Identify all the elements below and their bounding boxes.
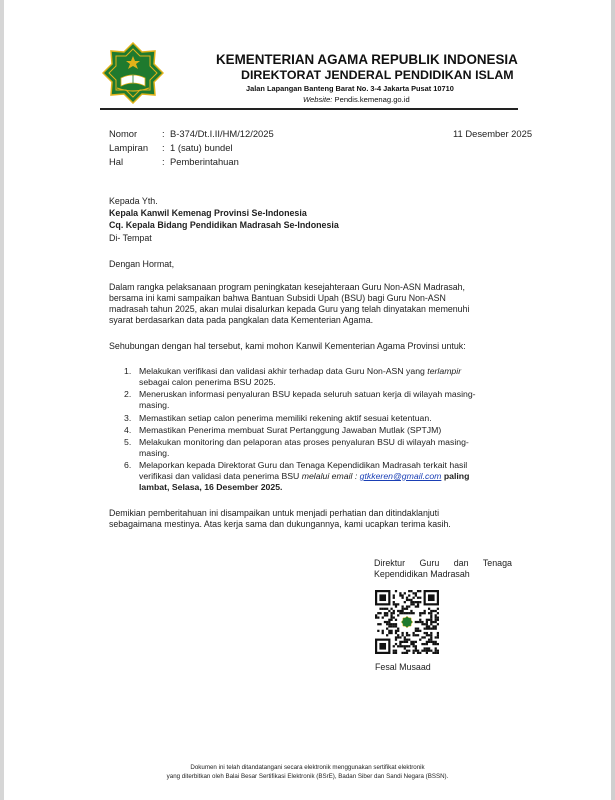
list-item-text: Melakukan verifikasi dan validasi akhir terhadap data Guru Non-ASN yang xyxy=(139,366,428,376)
list-item-emphasis: melalui email : xyxy=(301,470,360,481)
signatory-name: Fesal Musaad xyxy=(375,662,431,672)
paragraph-closing xyxy=(109,508,521,530)
page-edge-right xyxy=(611,0,615,800)
list-item-number: 3. xyxy=(124,413,132,423)
signatory-title-line: Direktur Guru dan Tenaga xyxy=(374,558,512,568)
list-item-number: 2. xyxy=(124,389,132,399)
list-item-text: masing. xyxy=(139,399,170,410)
list-item-text: masing. xyxy=(139,447,170,458)
meta-lampiran xyxy=(109,142,233,153)
kemenag-emblem-icon xyxy=(102,42,164,104)
lampiran-label: Lampiran xyxy=(109,142,149,153)
header-website xyxy=(303,95,410,104)
list-item-text: Memastikan Penerima membuat Surat Pertanggung Jawaban Mutlak (SPTJM) xyxy=(139,425,442,435)
recipient-line2: Cq. Kepala Bidang Pendidikan Madrasah Se-Indonesia xyxy=(109,220,339,230)
footer-line2: yang diterbitkan oleh Balai Besar Sertifikasi Elektronik (BSrE), Badan Siber dan Sandi Negara (BSSN). xyxy=(166,773,449,780)
nomor-separator: : xyxy=(162,128,165,139)
signatory-title xyxy=(374,558,522,580)
list-item-text: Memastikan setiap calon penerima memiliki rekening aktif sesuai ketentuan. xyxy=(139,413,432,423)
list-item-emphasis: terlampir xyxy=(427,366,462,376)
intro-line: Dalam rangka pelaksanaan program peningkatan kesejahteraan Guru Non-ASN Madrasah, xyxy=(109,282,465,292)
list-item-text: sebagai calon penerima BSU 2025. xyxy=(139,376,276,387)
meta-hal xyxy=(109,156,239,167)
list-item-number: 5. xyxy=(124,437,132,447)
hal-label: Hal xyxy=(109,156,124,167)
intro-line: madrasah tahun 2025, akan mulai disalurkan kepada Guru yang telah dinyatakan memenuhi xyxy=(109,304,470,314)
list-item-number: 4. xyxy=(124,425,132,435)
hal-separator: : xyxy=(162,156,165,167)
recipient-line3: Di- Tempat xyxy=(109,233,152,243)
header-ministry: KEMENTERIAN AGAMA REPUBLIK INDONESIA xyxy=(216,52,518,67)
paragraph-intro xyxy=(109,282,520,326)
list-item-text: Melaporkan kepada Direktorat Guru dan Tenaga Kependidikan Madrasah terkait hasil xyxy=(139,460,468,470)
header-divider xyxy=(100,108,518,110)
nomor-value: B-374/Dt.I.II/HM/12/2025 xyxy=(170,128,274,139)
list-item-text: Meneruskan informasi penyaluran BSU kepada seluruh satuan kerja di wilayah masing- xyxy=(139,389,476,399)
lampiran-value: 1 (satu) bundel xyxy=(170,142,233,153)
recipient-line1: Kepala Kanwil Kemenag Provinsi Se-Indonesia xyxy=(109,208,307,218)
closing-line: sebagaimana mestinya. Atas kerja sama dan dukungannya, kami ucapkan terima kasih. xyxy=(109,519,451,529)
list-item-number: 1. xyxy=(124,366,132,376)
header-directorate: DIREKTORAT JENDERAL PENDIDIKAN ISLAM xyxy=(241,68,514,82)
recipient-salutation: Kepada Yth. xyxy=(109,196,158,206)
email-link[interactable]: gtkkeren@gmail.com xyxy=(359,470,442,481)
qr-code-icon xyxy=(375,590,439,654)
list-item-deadline: lambat, Selasa, 16 Desember 2025. xyxy=(139,481,283,492)
hal-value: Pemberintahuan xyxy=(170,156,239,167)
intro-line: bersama ini kami sampaikan bahwa Bantuan Subsidi Upah (BSU) bagi Guru Non-ASN xyxy=(109,293,446,303)
signatory-title-line: Kependidikan Madrasah xyxy=(374,569,470,579)
list-item-text: Melakukan monitoring dan pelaporan atas proses penyaluran BSU di wilayah masing- xyxy=(139,437,469,447)
paragraph-request: Sehubungan dengan hal tersebut, kami mohon Kanwil Kementerian Agama Provinsi untuk: xyxy=(109,341,466,351)
list-item-deadline: paling xyxy=(441,470,470,481)
header-address: Jalan Lapangan Banteng Barat No. 3-4 Jakarta Pusat 10710 xyxy=(246,84,454,93)
closing-line: Demikian pemberitahuan ini disampaikan untuk menjadi perhatian dan ditindaklanjuti xyxy=(109,508,440,518)
intro-line: syarat berdasarkan data pada pangkalan data Kementerian Agama. xyxy=(109,315,374,325)
list-item-text: verifikasi dan validasi data penerima BSU xyxy=(139,470,302,481)
letter-date: 11 Desember 2025 xyxy=(453,128,533,139)
page-edge-left xyxy=(0,0,4,800)
list-item-number: 6. xyxy=(124,460,132,470)
website-label: Website: xyxy=(303,95,333,104)
nomor-label: Nomor xyxy=(109,128,138,139)
greeting: Dengan Hormat, xyxy=(109,259,175,269)
meta-nomor xyxy=(109,128,274,139)
website-link[interactable]: Pendis.kemenag.go.id xyxy=(334,95,410,104)
lampiran-separator: : xyxy=(162,142,165,153)
footer-line1: Dokumen ini telah ditandatangani secara elektronik menggunakan sertifikat elektronik xyxy=(190,764,425,771)
